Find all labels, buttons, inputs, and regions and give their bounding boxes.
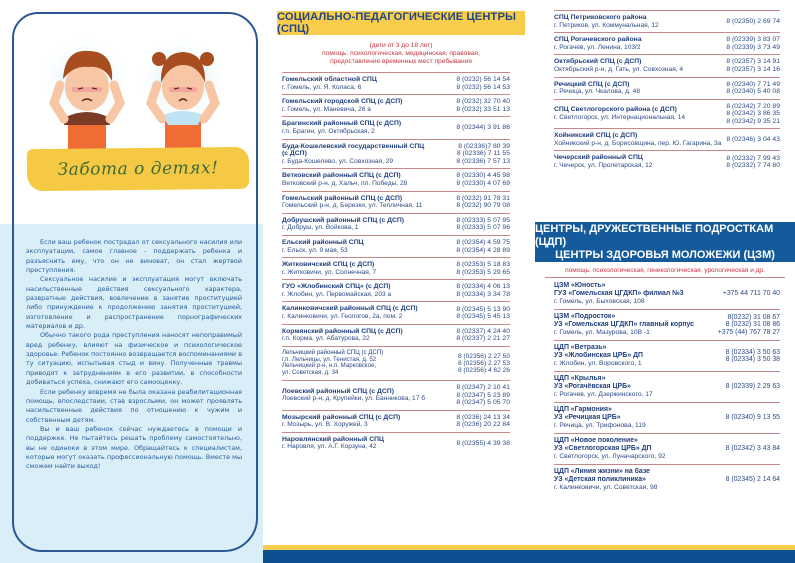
organization-name: ЦДП «Новое поколение» [554,437,638,444]
phone-number: 8 (02333) 5 07 95 [456,216,510,224]
cdp-title-line: ЦЕНТРЫ ЗДОРОВЬЯ МОЛОЖЕЖИ (ЦЗМ) [555,248,775,261]
phone-numbers [456,76,510,91]
contact-entry [282,140,510,170]
organization-address: г. Светлогорск, ул. Луначарского, 92 [554,453,666,460]
footer-blue-stripe [263,550,795,563]
phone-number: 8 (02334) 3 34 78 [456,290,510,298]
contact-entry [282,117,510,139]
phone-numbers [726,468,780,492]
phone-numbers [456,195,510,210]
phone-numbers [456,143,510,166]
spc-subtitle [277,42,525,66]
organization-address: ул. Советская, д. 34 [282,369,339,377]
story-paragraph: Если ваш ребенок пострадал от сексуального насилия или эксплуатации, самое главное - поддержать ребенка и разъяснить ему, что он не виноват, он стал жертвой преступления. [26,238,242,275]
organization-address: г. Мозырь, ул. В. Хоружей, 3 [282,421,368,429]
phone-numbers [456,261,510,276]
phone-number: 8 (0232) 56 14 54 [456,76,510,84]
phone-number: 8 (0232) 32 70 40 [456,98,510,106]
phone-number: 8 (02337) 4 24 40 [456,327,510,335]
contact-entry [554,100,780,130]
contact-details [282,217,404,232]
organization-address: г. Речица, ул. Чкалова, д. 48 [554,88,640,96]
organization-name: ЦДП «Ветразь» [554,344,607,351]
organization-name: Речицкий СПЦ (с ДСП) [554,80,630,88]
organization-address: г. Светлогорск, ул. Интернациональная, 14 [554,114,686,121]
phone-number: 8 (02333) 5 07 96 [456,224,510,232]
organization-name: Буда-Кошелевский государственный СПЦ [282,142,425,150]
contact-entry [554,434,780,465]
contact-entry [282,72,510,95]
organization-address: г. Буда-Кошелево, ул. Совхозная, 29 [282,157,394,165]
contact-details [554,132,721,147]
phone-number: 8 (02339) 3 83 07 [726,36,780,44]
contact-entry [554,465,780,495]
organization-name: УЗ «Детская поликлиника» [554,476,646,483]
phone-number: 8 (02342) 9 35 21 [726,117,780,125]
cdp-list [554,279,780,495]
contact-details [282,436,384,451]
phone-number: 8 (02340) 5 40 08 [726,88,780,96]
phone-number: 8 (0232) 91 78 31 [456,194,510,202]
contact-entry [554,372,780,403]
contact-entry [282,192,510,214]
contact-details [282,305,418,320]
organization-name: Гомельский областной СПЦ [282,76,377,83]
phone-number: 8 (02345) 2 14 64 [725,476,780,484]
phone-number: 8 (02356) 4 62 26 [457,366,510,374]
phone-numbers [456,436,510,451]
phone-number: 8 (0236) 24 13 34 [456,413,510,421]
organization-address: г.п. Брагин, ул. Октябрьская, 2 [282,127,375,135]
organization-name: УЗ «Жлобинская ЦРБ» ДП [554,352,643,359]
phone-numbers [458,350,510,377]
phone-number: 8 (0232) 90 79 08 [456,202,510,210]
contact-details [554,468,657,492]
phone-number: 8 (02332) 7 99 43 [726,154,780,162]
contact-entry [282,411,510,433]
organization-name: Добрушский районный СПЦ (с ДСП) [282,216,405,224]
contact-entry [554,341,780,372]
organization-address: г. Добруш, ул. Войкова, 1 [282,224,359,232]
organization-name: Октябрьский СПЦ (с ДСП) [554,58,642,66]
phone-number: 8(0232) 31 08 67 [727,313,780,321]
organization-name: УЗ «Светлогорская ЦРБ» ДП [554,445,652,452]
organization-name: СПЦ Рогачевского района [554,36,642,44]
phone-numbers [456,305,510,320]
contact-entry [282,236,510,258]
phone-number: 8 (02342) 3 86 35 [726,110,780,118]
phone-numbers [456,239,510,254]
organization-name: Ветковский районный СПЦ (с ДСП) [282,172,401,180]
organization-address: г. Петриков, ул. Коммунальная, 12 [554,21,659,29]
contact-entry [282,169,510,191]
phone-number: 8 (02336)7 80 39 [458,142,510,150]
organization-name: Лоевский районный СПЦ (с ДСП) [282,387,394,395]
phone-number: 8 (02340) 7 71 49 [726,80,780,88]
contact-details [554,406,646,430]
organization-address: г. Наровля, ул. А.Г. Корзуна, 42 [282,443,377,451]
contact-entry [554,78,780,100]
contact-entry [554,55,780,77]
phone-number: 8 (02336) 7 11 55 [456,150,510,158]
contact-details [282,98,402,113]
phone-number: +375 (44) 767 78 27 [717,328,780,336]
phone-number: 8 (0232) 33 51 13 [456,105,510,113]
contact-details [554,313,694,337]
phone-number: 8 (02356) 2 27 50 [457,352,510,360]
organization-name: СПЦ Петриковского района [554,14,647,21]
phone-numbers [718,313,780,337]
contact-details [554,437,666,461]
organization-address: г. Жлобин, ул. Воровского, 1 [554,360,642,367]
contact-entry [282,214,510,236]
phone-number: 8 (02330) 4 45 98 [456,172,510,180]
organization-address: г. Калинковичи, ул. Советская, 98 [554,484,658,491]
organization-name: Чечерский районный СПЦ [554,154,643,162]
right-column [535,0,795,563]
contact-entry [554,403,780,434]
phone-number: 8 (02350) 2 69 74 [726,17,780,25]
organization-address: г. Речица, ул. Трифонова, 119 [554,422,646,429]
phone-numbers [456,120,510,135]
contact-details [282,350,383,377]
phone-numbers [456,384,510,407]
organization-address: Хойникский р-н, д. Борисовщина, пер. Ю. Гагарина, 3а [554,139,722,147]
phone-number: 8 (02334) 3 50 63 [725,348,780,356]
organization-name: Гомельский районный СПЦ (с ДСП) [282,194,403,202]
organization-name: Калинковичский районный СПЦ (с ДСП) [282,305,418,313]
phone-number: 8 (02357) 3 14 91 [726,58,780,66]
phone-number: +375 44 711 70 40 [722,290,780,298]
organization-address: г. Жлобин, ул. Первомайская, 203 а [282,290,392,298]
phone-number: 8 (0236) 20 22 84 [456,421,510,429]
contact-entry [554,279,780,310]
organization-name: ЦЗМ «Юность» [554,282,606,289]
contact-details [282,261,376,276]
organization-address: Ветковский р-н, д. Хальч, пл. Победы, 28 [282,179,408,187]
contact-details [554,81,640,96]
contact-details [282,195,422,210]
organization-address: г. Чечерск, ул. Пролетарская, 12 [554,162,653,170]
contact-entry [282,325,510,347]
cdp-section-header [535,222,795,262]
spc-list [282,72,510,454]
phone-numbers [456,217,510,232]
phone-numbers [726,154,780,169]
phone-numbers [726,406,780,430]
phone-number: 8 (02346) 3 04 43 [726,136,780,144]
left-panel [0,0,263,563]
phone-number: 8 (02334) 3 50 38 [725,356,780,363]
contact-entry [282,433,510,454]
contact-details [282,120,401,135]
contact-entry [554,151,780,172]
organization-name: ЦДП «Гармония» [554,406,612,413]
organization-address: г. Житковичи, ул. Солнечная, 7 [282,268,377,276]
phone-numbers [726,375,780,399]
organization-address: г. Калинковичи, ул. Геологов, 2а, пом. 2 [282,313,403,321]
phone-number: 8 (02357) 3 14 16 [726,65,780,73]
phone-number: 8 (02347) 2 10 41 [456,384,510,392]
phone-number: 8 (02339) 3 73 49 [726,43,780,51]
phone-number: 8 (02355) 4 39 38 [456,439,510,447]
contact-details [282,414,400,429]
contact-details [554,375,653,399]
phone-number: 8 (02347) 5 05 70 [456,399,510,407]
contact-details [554,154,652,169]
organization-name: Лельчицкий районный СПЦ (с ДСП) [282,348,384,356]
phone-numbers [456,328,510,343]
spc-help-line: предоставление временных мест пребывания [330,58,472,65]
organization-name: УЗ «Рогачёвская ЦРБ» [554,383,631,390]
organization-address: Лоевский р-н, д. Крупейки, ул. Банникова, 17 б [282,395,425,403]
contact-entry [554,310,780,341]
phone-number: 8 (02340) 9 13 55 [725,414,780,422]
contact-entry [282,347,510,381]
banner-title: Забота о детях! [57,158,219,180]
organization-address: г. Рогачев, ул. Ленина, 103/2 [554,43,641,51]
spc-section-header [277,11,525,35]
phone-numbers [726,81,780,96]
phone-number: 8 (02353) 5 18 83 [456,261,510,269]
contact-details [282,239,364,254]
spc-age-note: (дети от 3 до 18 лет) [369,42,433,49]
contact-details [282,384,425,407]
phone-number: 8 (02345) 5 13 90 [456,305,510,313]
phone-number: 8 (02336) 7 57 13 [456,157,510,165]
phone-number: 8 (0232) 31 08 86 [725,321,780,329]
contact-details [554,36,642,51]
phone-numbers [726,14,780,29]
story-paragraph: Обычно такого рода преступления наносят непоправимый вред ребенку, влияют на физическое и психологическое здоровье. Ребенок постоянно возвращается воспоминаниями в ту ситуацию, испытывая стыд и вину. Полученные травмы приводят к затруднениям в его развитии, в способности добиваться успеха, снижают его самооценку. [26,331,242,387]
spc-column [263,0,535,563]
cdp-help-line: помощь: психологическая, гинекологическая, урологическая и др. [545,267,785,278]
organization-address: г. Гомель, ул. Маневича, 26 а [282,105,371,113]
phone-number: 8 (02334) 4 06 13 [456,283,510,291]
phone-numbers [726,132,780,147]
contact-details [282,143,424,166]
organization-name: ГУЗ «Гомельская ЦГДКП» филиал №3 [554,290,684,297]
phone-numbers [726,437,780,461]
contact-details [554,103,685,126]
contact-entry [282,258,510,280]
phone-number: 8 (02354) 4 59 75 [456,239,510,246]
organization-address: г. Ельск, ул. 9 мая, 53 [282,246,348,254]
organization-name: Хойникский СПЦ (с ДСП) [554,132,638,140]
phone-number: 8 (02347) 5 23 89 [456,391,510,399]
contact-entry [554,129,780,151]
phone-number: 8 (02332) 7 74 80 [726,162,780,170]
organization-name: ЦДП «Линия жизни» на базе [554,468,650,475]
contact-entry [554,33,780,55]
phone-numbers [456,172,510,187]
contact-details [282,328,403,343]
contact-details [554,344,643,368]
organization-address: г.п. Корма, ул. Абатурова, 22 [282,335,370,343]
organization-address: г. Гомель, ул. Я. Коласа, 6 [282,83,362,91]
contact-entry [282,302,510,324]
spc-list-continued [554,10,780,173]
organization-name: Ельский районный СПЦ [282,238,364,246]
contact-entry [282,95,510,117]
story-paragraph: Вы и ваш ребенок сейчас нуждаетесь в помощи и поддержке. Не пытайтесь решать проблему самостоятельно, вы не одиноки в этом мире. Обращайтесь к специалистам, которые могут оказать профессиональную помощь. Вместе мы сможем найти выход! [26,424,242,471]
organization-name: (с ДСП) [282,150,307,158]
phone-number: 8 (02353) 5 29 65 [456,268,510,276]
contact-details [554,282,684,306]
contact-details [554,14,659,29]
rounded-frame [12,12,258,552]
phone-numbers [726,58,780,73]
organization-address: г.п. Лельчицы, ул. Тенистая, д. 52 [282,355,377,363]
phone-numbers [456,283,510,298]
phone-number: 8 (0232) 56 14 53 [456,83,510,91]
organization-name: СПЦ Светлогорского района (с ДСП) [554,106,677,114]
organization-address: Октябрьский р-н, д. Гать, ул. Совхозная, 4 [554,65,684,73]
contact-entry [554,10,780,33]
phone-number: 8 (02342) 3 43 84 [725,445,780,453]
organization-name: Гомельский городской СПЦ (с ДСП) [282,98,403,106]
organization-name: Житковичский СПЦ (с ДСП) [282,261,375,269]
phone-numbers [726,36,780,51]
contact-details [282,76,377,91]
phone-number: 8 (02344) 3 91 86 [456,124,510,132]
organization-name: УЗ «Гомельская ЦГДКП» главный корпус [554,321,694,328]
organization-address: Гомельский р-н, д. Березки, ул. Тепличная, 11 [282,202,423,210]
contact-entry [282,280,510,302]
spc-help-line: помощь: психологическая, медицинская, правовая, [322,50,480,57]
phone-number: 8 (02337) 2 21 27 [456,335,510,343]
phone-number: 8 (02354) 4 28 89 [456,246,510,254]
organization-name: Мозырский районный СПЦ (с ДСП) [282,413,401,421]
footer-stripes [263,545,795,563]
phone-numbers [726,103,780,126]
cdp-title-line: ЦЕНТРЫ, ДРУЖЕСТВЕННЫЕ ПОДРОСТКАМ (ЦДП) [535,222,774,248]
organization-address: г. Гомель, ул. Мазурова, 10В -1 [554,329,650,336]
organization-name: Кормянский районный СПЦ (с ДСП) [282,327,403,335]
organization-name: УЗ «Речицкая ЦРБ» [554,414,621,421]
organization-name: ЦДП «Крылья» [554,375,606,382]
contact-details [554,58,683,73]
phone-number: 8 (02330) 4 07 69 [456,179,510,187]
story-paragraph: Если ребенку вовремя не была оказана реабилитационная помощь, впоследствии, став взрослыми, он может проявлять насильственные действия по отношению к чужим и собственным детям. [26,387,242,424]
phone-number: 8 (02339) 2 29 63 [725,383,780,391]
phone-numbers [456,414,510,429]
phone-numbers [726,344,780,368]
organization-name: Брагинский районный СПЦ (с ДСП) [282,120,402,128]
organization-address: г. Рогачев, ул. Дзержинского, 17 [554,391,653,398]
contact-details [282,283,391,298]
organization-address: Лельчицкий р-н, н.п. Марковское, [282,362,377,370]
phone-numbers [456,98,510,113]
phone-number: 8 (02345) 5 45 13 [456,313,510,321]
phone-numbers [723,282,780,306]
contact-details [282,172,407,187]
organization-address: г. Гомель, ул. Быховская, 108 [554,298,645,305]
organization-name: ЦЗМ «Подросток» [554,313,616,320]
story-paragraph: Сексуальное насилие и эксплуатация могут включать насильственные действия сексуального характера, развратные действия, вовлечение в занятие проституцией либо принуждение к продолжению занятия проституцией, изготовление и распространение порнографических материалов и др. [26,275,242,331]
phone-number: 8 (02342) 7 20 89 [726,102,780,110]
spc-title: СОЦИАЛЬНО-ПЕДАГОГИЧЕСКИЕ ЦЕНТРЫ (СПЦ) [277,11,517,35]
organization-name: Наровлянский районный СПЦ [282,435,384,443]
contact-entry [282,381,510,411]
organization-name: ГУО «Жлобинский СПЦ» (с ДСП) [282,283,391,291]
phone-number: 8 (02356) 2 27 53 [457,359,510,367]
